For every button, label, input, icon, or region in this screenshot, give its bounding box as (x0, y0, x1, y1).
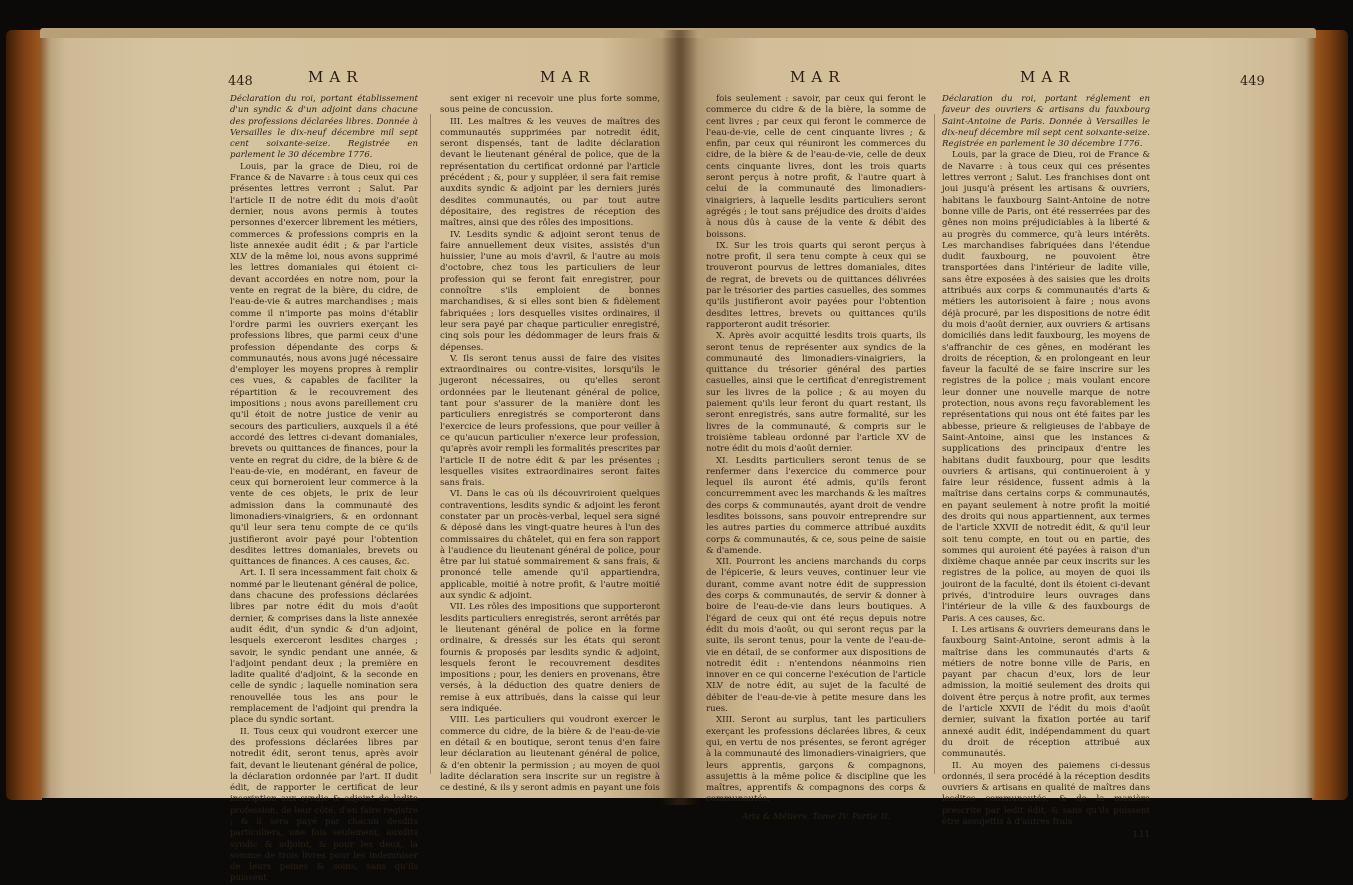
volume-footer: Arts & Métiers. Tome IV. Partie II. (741, 811, 891, 822)
paragraph: II. Au moyen des paiemens ci-dessus ordonnés, il sera procédé à la réception desdits ouvriers & artisans en qualité de maîtres dans lesdites communautés, & de la manière prescrite par ledit édit, & sans qu'ils puissent être assujettis à d'autres frais (942, 760, 1150, 827)
column-rule (934, 114, 935, 774)
paragraph: XII. Pourront les anciens marchands du corps de l'épicerie, & leurs veuves, continuer leur vie durant, comme avant notre édit de suppression des corps & communautés, de servir & donner à boire de l'eau-de-vie dans leurs boutiques. A l'égard de ceux qui ont été reçus depuis notre édit du mois d'août, ou qui seront reçus par la suite, ils seront tenus, pour la vente de l'eau-de-vie en détail, de se conformer aux dispositions de notredit édit : n'entendons néanmoins rien innover en ce qui concerne l'exécution de l'article XLV de notre édit, au sujet de la faculté de débiter de l'eau-de-vie à petite mesure dans les rues. (706, 557, 926, 715)
running-head-right-1: MAR (790, 68, 846, 86)
page-number-right: 449 (1240, 74, 1265, 89)
paragraph: VII. Les rôles des impositions que supporteront lesdits particuliers enregistrés, seront arrêtés par le lieutenant général de police en la forme ordinaire, & dressés sur les états qui seront fournis & proposés par lesdits syndic & adjoint, lesquels feront le recouvrement desdites impositions ; pour, les deniers en provenans, être versés, à la déduction des quatre deniers de remise à eux attribués, dans la caisse qui leur sera indiquée. (440, 602, 660, 715)
page-number-left: 448 (228, 74, 253, 89)
right-page (680, 38, 1316, 841)
paragraph: IX. Sur les trois quarts qui seront perçus à notre profit, il sera tenu compte à ceux qui se trouveront pourvus de lettres domaniales, dites de regrat, de brevets ou de quittances délivrées par le trésorier des parties casuelles, des sommes qu'ils justifieront avoir payées pour l'obtention desdites lettres, brevets ou quittances qu'ils rapporteront audit trésorier. (706, 240, 926, 330)
left-column-2 (440, 94, 660, 794)
declaration-title: Déclaration du roi, portant établissement d'un syndic & d'un adjoint dans chacune des professions déclarées libres. Donnée à Versailles le dix-neuf décembre mil sept cent soixante-seize. Registrée en parlement le 30 décembre 1776. (230, 94, 418, 161)
paragraph: II. Tous ceux qui voudront exercer une des professions déclarées libres par notredit édit, seront tenus, après avoir fait, devant le lieutenant général de police, la déclaration ordonnée par l'art. II dudit édit, de rapporter le certificat de leur inscription aux syndic & adjoint de ladite profession, de leur côté, d'en faire registre ; & il sera payé par chacun desdits particuliers, une fois seulement, auxdits syndic & adjoint, & pour les deux, la somme de trois livres pour les indemniser de leurs peines & soins, sans qu'ils puissent (230, 726, 418, 884)
paragraph: XI. Lesdits particuliers seront tenus de se renfermer dans l'exercice du commerce pour lequel ils auront été admis, qu'ils feront concurremment avec les marchands & les maîtres des corps & communautés, ayant droit de vendre lesdites boissons, sans pouvoir entreprendre sur les autres parties du commerce attribué auxdits corps & communautés, & ce, sous peine de saisie & d'amende. (706, 455, 926, 556)
left-column-1 (230, 94, 418, 885)
paragraph: V. Ils seront tenus aussi de faire des visites extraordinaires ou contre-visites, lorsqu'ils le jugeront nécessaires, ou qu'elles seront ordonnées par le lieutenant général de police, tant pour s'assurer de la manière dont les particuliers enregistrés se comporteront dans l'exercice de leurs professions, que pour veiller à ce qu'aucun particulier n'exerce leur profession, qu'après avoir rempli les formalités prescrites par l'article II de notre édit & par les présentes ; lesquelles visites extraordinaires seront faites sans frais. (440, 353, 660, 489)
paragraph: I. Les artisans & ouvriers demeurans dans le fauxbourg Saint-Antoine, seront admis à la maîtrise dans les communautés d'arts & métiers de notre bonne ville de Paris, en payant par chacun d'eux, lors de leur admission, la moitié seulement des droits qui doivent être perçus à notre profit, aux termes de l'article XXVII de l'édit du mois d'août dernier, suivant la fixation portée au tarif annexé audit édit, indépendamment du quart du droit de réception attribué aux communautés. (942, 624, 1150, 760)
paragraph: Louis, par la grace de Dieu, roi de France & de Navarre : à tous ceux qui ces présentes lettres verront ; Salut. Les franchises dont ont joui jusqu'à présent les artisans & ouvriers, habitans le fauxbourg Saint-Antoine de notre bonne ville de Paris, ont été resserrées par des gênes non moins préjudiciables à la liberté & au progrès du commerce, qu'à leurs intérêts. Les marchandises fabriquées dans l'étendue dudit fauxbourg, ne pouvoient être transportées dans l'intérieur de ladite ville, sans être exposées à des saisies que les droits attribués aux corps & communautés d'arts & métiers les autorisoient à faire ; nous avons déjà procuré, par les dispositions de notre édit du mois d'août dernier, aux ouvriers & artisans domiciliés dans ledit fauxbourg, les moyens de s'affranchir de ces gênes, en modérant les droits de réception, & en prolongeant en leur faveur la faculté de se faire inscrire sur les registres de la police ; mais voulant encore leur donner une nouvelle marque de notre protection, nous avons reçu favorablement les représentations qui nous ont été faites par les abbesse, prieure & religieuses de l'abbaye de Saint-Antoine, ainsi que les instances & supplications des principaux d'entre les habitans dudit fauxbourg, pour que lesdits ouvriers & artisans, qui continueroient à y faire leur résidence, fussent admis à la maîtrise dans certains corps & communautés, en payant seulement à notre profit la moitié des droits qui nous appartiennent, aux termes de l'article XXVII de notredit édit, & qu'il leur soit tenu compte, en tout ou en partie, des sommes qui auroient été payées à raison d'un dixième chaque année par ceux inscrits sur les registres de la police, au moyen de quoi ils jouiront de la faculté, dont ils étoient ci-devant privés, d'introduire leurs ouvrages dans l'intérieur de la ville & des fauxbourgs de Paris. A ces causes, &c. (942, 150, 1150, 624)
paragraph: VI. Dans le cas où ils découvriroient quelques contraventions, lesdits syndic & adjoint les feront constater par un procès-verbal, lequel sera signé & déposé dans les vingt-quatre heures à l'un des commissaires du châtelet, qui en fera son rapport à l'audience du lieutenant général de police, pour être par lui statué sommairement & sans frais, & prononcé telle amende qu'il appartiendra, applicable, moitié à notre profit, & l'autre moitié aux syndic & adjoint. (440, 489, 660, 602)
paragraph: sent exiger ni recevoir une plus forte somme, sous peine de concussion. (440, 94, 660, 116)
paragraph: Louis, par la grace de Dieu, roi de France & de Navarre : à tous ceux qui ces présentes lettres verront ; Salut. Par l'article II de notre édit du mois d'août dernier, nous avons permis à toutes personnes d'exercer librement les métiers, commerces & professions compris en la liste annexée audit édit ; & par l'article XLV de la même loi, nous avons supprimé les lettres domaniales qui étoient ci-devant accordées en notre nom, pour la vente en regrat de la bière, du cidre, de l'eau-de-vie & autres marchandises ; mais comme il n'importe pas moins d'établir l'ordre parmi les ouvriers exerçant les professions libres, que parmi ceux d'une profession dépendante des corps & communautés, nous avons jugé nécessaire d'employer les moyens propres à remplir ces vues, & capables de faciliter la répartition & le recouvrement des impositions ; nous avons pareillement cru qu'il étoit de notre justice de venir au secours des particuliers, auxquels il a été accordé des lettres ci-devant domaniales, brevets ou quittances de finances, pour la vente en regrat du cidre, de la bière & de l'eau-de-vie, en modérant, en faveur de ceux qui borneroient leur commerce à la vente de ces objets, le prix de leur admission dans la communauté des limonadiers-vinaigriers, & en ordonnant qu'il leur sera tenu compte de ce qu'ils justifieront avoir payé pour l'obtention desdites lettres domaniales, brevets ou quittances de finances. A ces causes, &c. (230, 161, 418, 568)
paragraph: XIII. Seront au surplus, tant les particuliers exerçant les professions déclarées libres, & ceux qui, en vertu de nos présentes, se feront agréger à la communauté des limonadiers-vinaigriers, que leurs apprentis, garçons & compagnons, assujettis à la même police & discipline que les maîtres, apprentifs & compagnons des corps & communautés. (706, 715, 926, 805)
signature-mark: L11 (1133, 830, 1150, 841)
left-page (40, 38, 680, 884)
paragraph: IV. Lesdits syndic & adjoint seront tenus de faire annuellement deux visites, assistés d'un huissier, l'une au mois d'avril, & l'autre au mois d'octobre, chez tous les particuliers de leur profession qui se feront fait enregistrer, pour connoître s'ils emploient de bonnes marchandises, & si elles sont bien & fidèlement fabriquées ; lors desquelles visites ordinaires, il leur sera payé par chaque particulier enregistré, cinq sols pour les dédommager de leurs frais & dépenses. (440, 229, 660, 353)
running-head-right-2: MAR (1020, 68, 1076, 86)
paragraph: VIII. Les particuliers qui voudront exercer le commerce du cidre, de la bière & de l'eau-de-vie en détail & en boutique, seront tenus d'en faire leur déclaration au lieutenant général de police, & d'en obtenir la permission ; au moyen de quoi ladite déclaration sera inscrite sur un registre à ce destiné, & ils y seront admis en payant une fois (440, 715, 660, 794)
running-head-left-1: MAR (308, 68, 364, 86)
right-cover-edge (1312, 30, 1348, 800)
right-column-2 (942, 94, 1150, 842)
paragraph: X. Après avoir acquitté lesdits trois quarts, ils seront tenus de représenter aux syndics de la communauté des limonadiers-vinaigriers, la quittance du trésorier général des parties casuelles, ainsi que le certificat d'enregistrement sur les livres de la police ; & au moyen du paiement qu'ils leur feront du quart restant, ils seront enregistrés, sans autre formalité, sur les livres de la communauté, & compris sur le troisième tableau ordonné par l'article XV de notre édit du mois d'août dernier. (706, 331, 926, 455)
column-rule (430, 114, 431, 774)
paragraph: Art. I. Il sera incessamment fait choix & nommé par le lieutenant général de police, dans chacune des professions déclarées libres par notre édit du mois d'août dernier, & comprises dans la liste annexée audit édit, d'un syndic & d'un adjoint, lesquels exerceront lesdites charges ; savoir, le syndic pendant une année, & l'adjoint pendant deux ; la première en ladite qualité d'adjoint, & la seconde en celle de syndic ; laquelle nomination sera renouvellée tous les ans pour le remplacement de l'adjoint qui prendra la place du syndic sortant. (230, 568, 418, 726)
paragraph: fois seulement : savoir, par ceux qui feront le commerce du cidre & de la bière, la somme de cent livres ; par ceux qui feront le commerce de l'eau-de-vie, celle de cent cinquante livres ; & enfin, par ceux qui réuniront les commerces du cidre, de la bière & de l'eau-de-vie, celle de deux cents cinquante livres, dont les trois quarts seront perçus à notre profit, & l'autre quart à celui de la communauté des limonadiers-vinaigriers, à laquelle lesdits particuliers seront agrégés ; le tout sans préjudice des droits d'aides à nous dûs à cause de la vente & débit des boissons. (706, 94, 926, 240)
declaration-title: Déclaration du roi, portant réglement en faveur des ouvriers & artisans du fauxbourg Saint-Antoine de Paris. Donnée à Versailles le dix-neuf décembre mil sept cent soixante-seize. Registrée en parlement le 30 décembre 1776. (942, 94, 1150, 150)
book-gutter (662, 30, 698, 805)
left-cover-edge (6, 30, 42, 800)
right-column-1 (706, 94, 926, 823)
running-head-left-2: MAR (540, 68, 596, 86)
paragraph: III. Les maîtres & les veuves de maîtres des communautés supprimées par notredit édit, seront dispensés, tant de ladite déclaration devant le lieutenant général de police, que de la représentation du certificat ordonné par l'article précédent ; &, pour y suppléer, il sera fait remise auxdits syndic & adjoint par les derniers jurés desdites communautés, ou par tout autre dépositaire, des registres de réception des maîtres, ainsi que des rôles des impositions. (440, 116, 660, 229)
